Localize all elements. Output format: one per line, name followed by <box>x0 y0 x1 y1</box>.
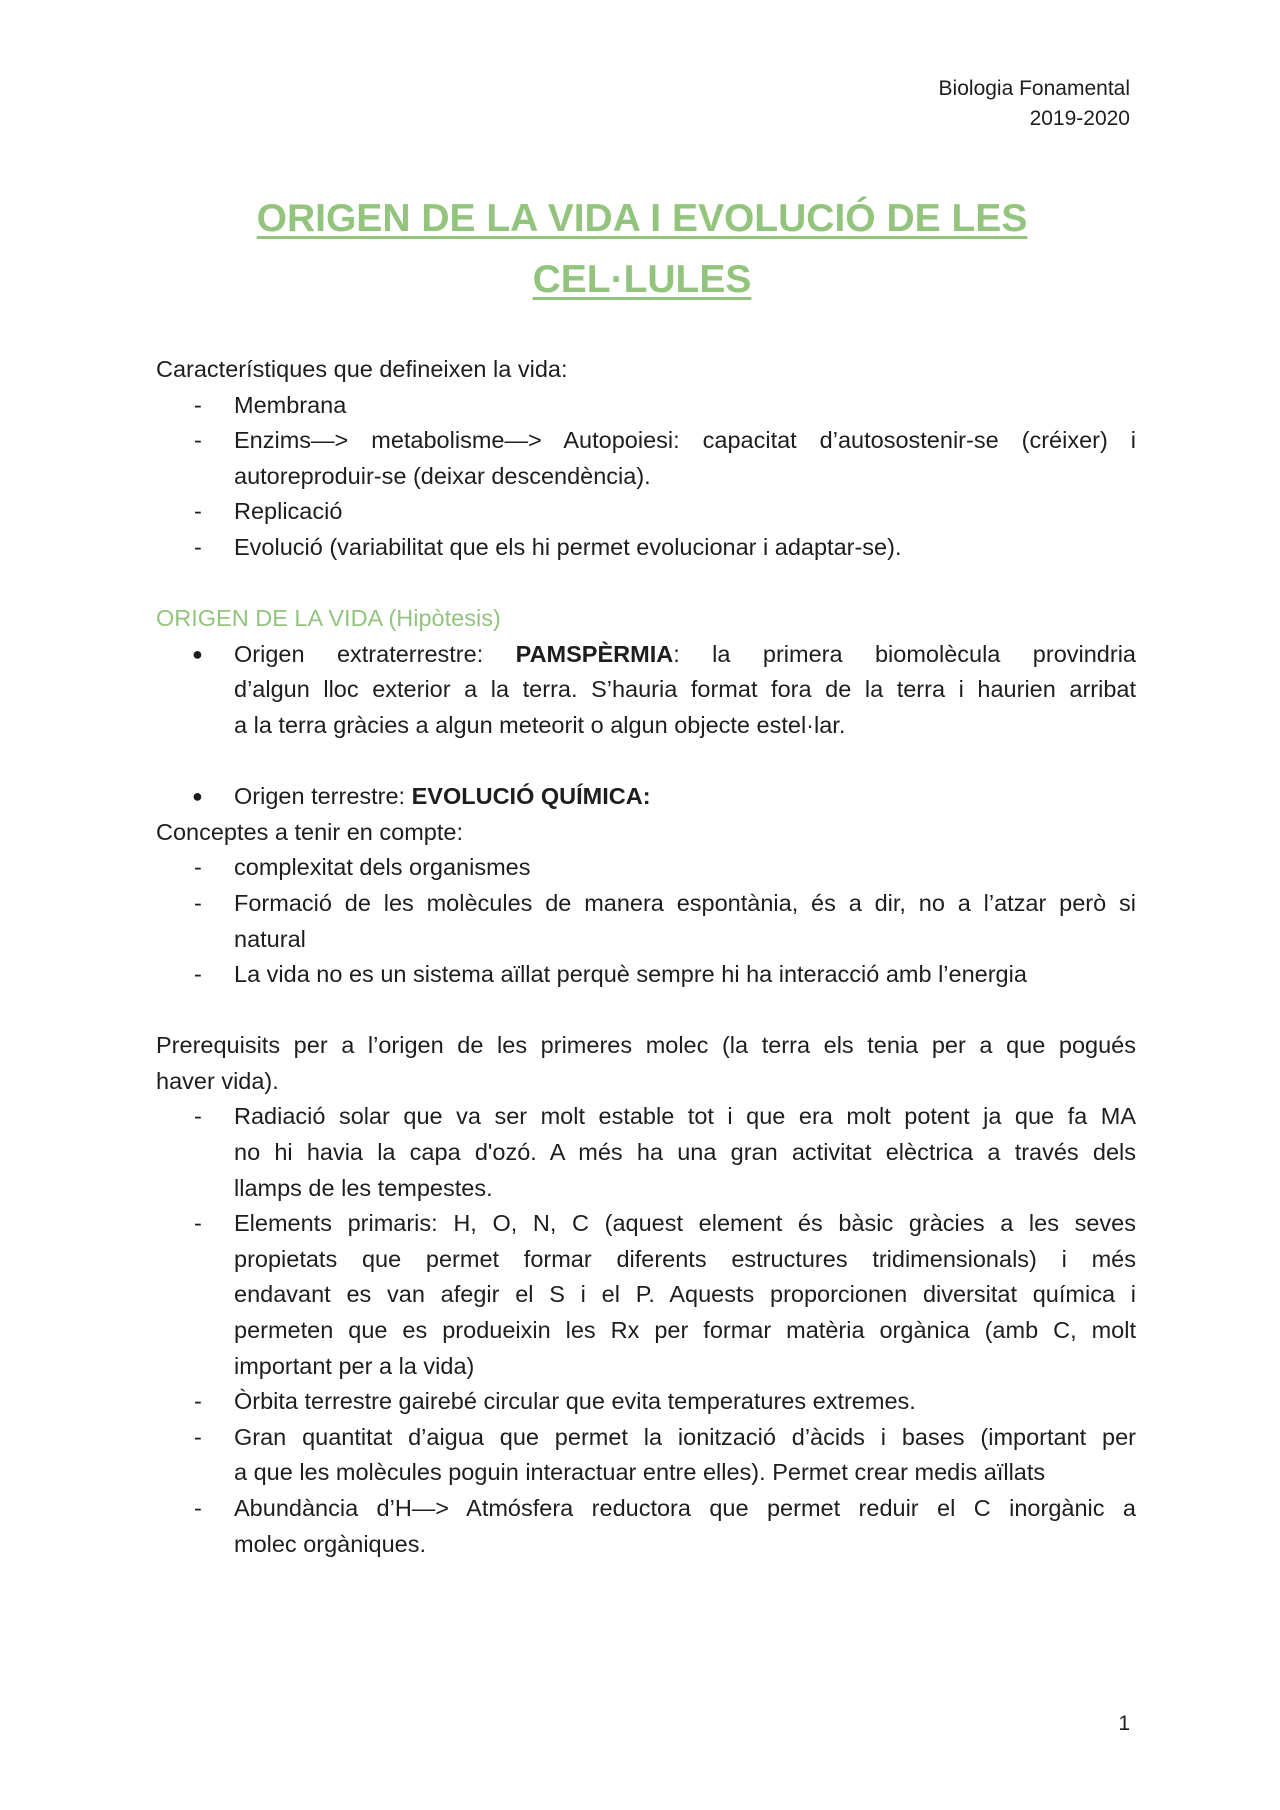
page-number: 1 <box>1118 1712 1130 1735</box>
list-item: - Evolució (variabilitat que els hi permet evolucionar i adaptar-se). <box>156 530 1136 566</box>
list-item: - complexitat dels organismes <box>156 850 1136 886</box>
course-name: Biologia Fonamental <box>938 77 1130 100</box>
list-item: - Gran quantitat d’aigua que permet la ionització d’àcids i bases (important per <box>156 1420 1136 1456</box>
list-item: - Radiació solar que va ser molt estable tot i que era molt potent ja que fa MA <box>156 1099 1136 1135</box>
list-item: - Òrbita terrestre gairebé circular que evita temperatures extremes. <box>156 1384 1136 1420</box>
list-item-continuation: propietats que permet formar diferents estructures tridimensionals) i més <box>234 1245 1136 1272</box>
list-item-continuation: a la terra gràcies a algun meteorit o algun objecte estel·lar. <box>234 711 846 738</box>
chemical-evolution-term: EVOLUCIÓ QUÍMICA: <box>411 783 651 810</box>
list-item-continuation: a que les molècules poguin interactuar entre elles). Permet crear medis aïllats <box>234 1459 1046 1486</box>
list-item-continuation: autoreproduir-se (deixar descendència). <box>234 462 651 489</box>
list-item: - Abundància d’H—> Atmósfera reductora que permet reduir el C inorgànic a <box>156 1491 1136 1527</box>
list-item: ● Origen terrestre: EVOLUCIÓ QUÍMICA: <box>156 779 1136 815</box>
list-item: - La vida no es un sistema aïllat perquè sempre hi ha interacció amb l’energia <box>156 957 1136 993</box>
dash-icon: - <box>194 1495 202 1521</box>
list-item-continuation: permeten que es produeixin les Rx per formar matèria orgànica (amb C, molt <box>234 1317 1136 1344</box>
pamspermia-term: PAMSPÈRMIA <box>515 640 674 667</box>
title-line-2: CEL·LULES <box>532 258 752 301</box>
course-year: 2019-2020 <box>1029 107 1130 130</box>
list-item: - Elements primaris: H, O, N, C (aquest element és bàsic gràcies a les seves <box>156 1206 1136 1242</box>
origin-heading: ORIGEN DE LA VIDA (Hipòtesis) <box>156 605 501 632</box>
characteristics-heading: Característiques que defineixen la vida: <box>156 356 568 382</box>
bullet-icon: ● <box>192 786 203 807</box>
concepts-heading: Conceptes a tenir en compte: <box>156 818 463 845</box>
list-item-continuation: molec orgàniques. <box>234 1530 427 1557</box>
list-item-continuation: d’algun lloc exterior a la terra. S’hauria format fora de la terra i haurien arribat <box>234 676 1136 703</box>
dash-icon: - <box>194 1423 202 1450</box>
document-body <box>156 352 1136 1562</box>
page-title <box>160 188 1124 310</box>
dash-icon: - <box>194 427 202 454</box>
dash-icon: - <box>194 533 202 560</box>
spacer <box>156 993 1136 1029</box>
prereq-intro-cont: haver vida). <box>156 1067 279 1094</box>
list-item-continuation: llamps de les tempestes. <box>234 1174 493 1201</box>
dash-icon: - <box>194 391 202 418</box>
dash-icon: - <box>194 498 202 525</box>
list-item: - Enzims—> metabolisme—> Autopoiesi: capacitat d’autosostenir-se (créixer) i <box>156 423 1136 459</box>
list-item-continuation: natural <box>234 925 306 952</box>
dash-icon: - <box>194 961 202 988</box>
list-item: - Membrana <box>156 388 1136 424</box>
list-item-continuation: endavant es van afegir el S i el P. Aquests proporcionen diversitat química i <box>234 1281 1136 1308</box>
list-item: - Formació de les molècules de manera espontània, és a dir, no a l’atzar però si <box>156 886 1136 922</box>
list-item: ● Origen extraterrestre: PAMSPÈRMIA: la primera biomolècula provindria <box>156 637 1136 673</box>
prereq-intro: Prerequisits per a l’origen de les primeres molec (la terra els tenia per a que pogués <box>156 1032 1136 1059</box>
title-line-1: ORIGEN DE LA VIDA I EVOLUCIÓ DE LES <box>256 197 1028 240</box>
spacer <box>156 744 1136 780</box>
dash-icon: - <box>194 889 202 916</box>
dash-icon: - <box>194 1103 202 1130</box>
dash-icon: - <box>194 1388 202 1415</box>
header <box>939 74 1130 134</box>
list-item-continuation: no hi havia la capa d'ozó. A més ha una gran activitat elèctrica a través dels <box>234 1139 1136 1166</box>
bullet-icon: ● <box>192 643 203 664</box>
dash-icon: - <box>194 854 202 881</box>
list-item-continuation: important per a la vida) <box>234 1352 475 1379</box>
dash-icon: - <box>194 1210 202 1237</box>
list-item: - Replicació <box>156 494 1136 530</box>
spacer <box>156 566 1136 602</box>
